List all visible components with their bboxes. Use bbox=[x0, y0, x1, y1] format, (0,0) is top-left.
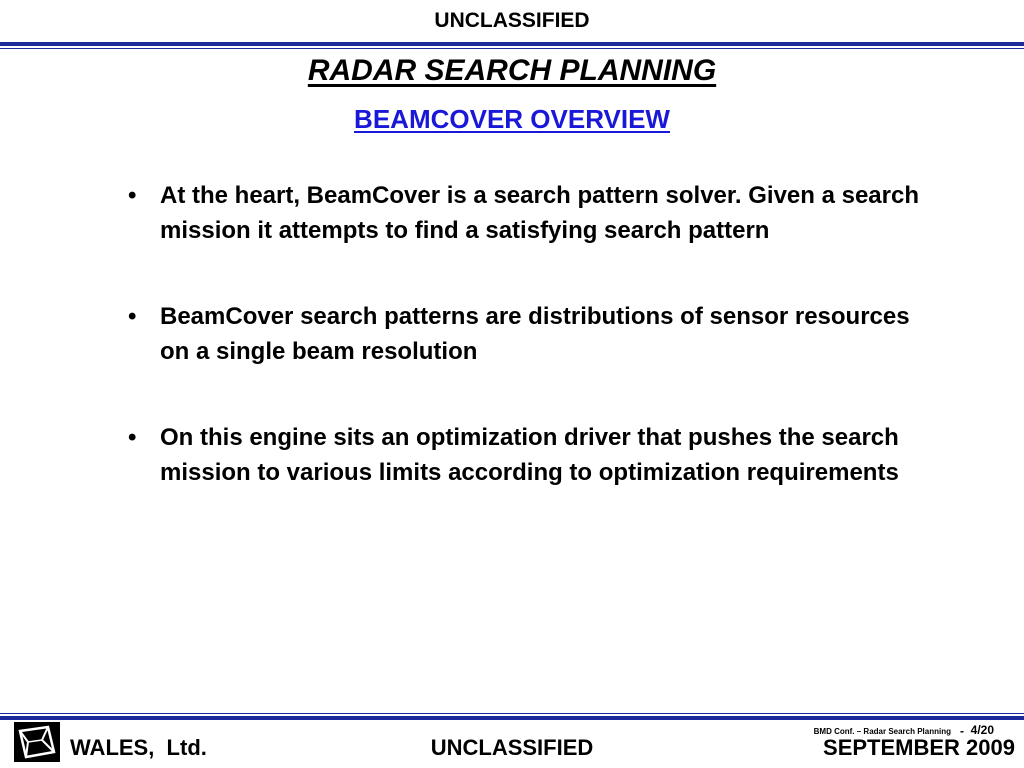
bullet-item bbox=[126, 178, 926, 248]
page-separator: - bbox=[960, 724, 964, 738]
footer-date: SEPTEMBER 2009 bbox=[823, 735, 1015, 760]
header-rule-thick bbox=[0, 42, 1024, 46]
page-number: 4/20 bbox=[970, 723, 994, 737]
classification-header: UNCLASSIFIED bbox=[434, 9, 590, 32]
header-rule-thin bbox=[0, 48, 1024, 49]
bullet-marker: • bbox=[128, 424, 137, 451]
bullet-text: At the heart, BeamCover is a search pattern solver. Given a search mission it attempts to find a satisfying search pattern bbox=[160, 182, 919, 244]
conference-reference: BMD Conf. – Radar Search Planning bbox=[813, 727, 951, 736]
bullet-item bbox=[126, 299, 926, 369]
footer-rule-thin bbox=[0, 713, 1024, 714]
classification-footer: UNCLASSIFIED bbox=[430, 735, 594, 760]
bullet-text: On this engine sits an optimization driver that pushes the search mission to various limits according to optimization requirements bbox=[160, 424, 899, 486]
slide-subtitle: BEAMCOVER OVERVIEW bbox=[354, 104, 670, 134]
bullet-item bbox=[126, 420, 926, 490]
bullet-marker: • bbox=[128, 303, 137, 330]
bullet-marker: • bbox=[128, 182, 137, 209]
slide-title: RADAR SEARCH PLANNING bbox=[307, 54, 717, 87]
bullet-list bbox=[126, 178, 926, 541]
company-name: WALES, Ltd. bbox=[70, 735, 207, 760]
bullet-text: BeamCover search patterns are distributions of sensor resources on a single beam resolution bbox=[160, 303, 910, 365]
footer-rule-thick bbox=[0, 716, 1024, 720]
